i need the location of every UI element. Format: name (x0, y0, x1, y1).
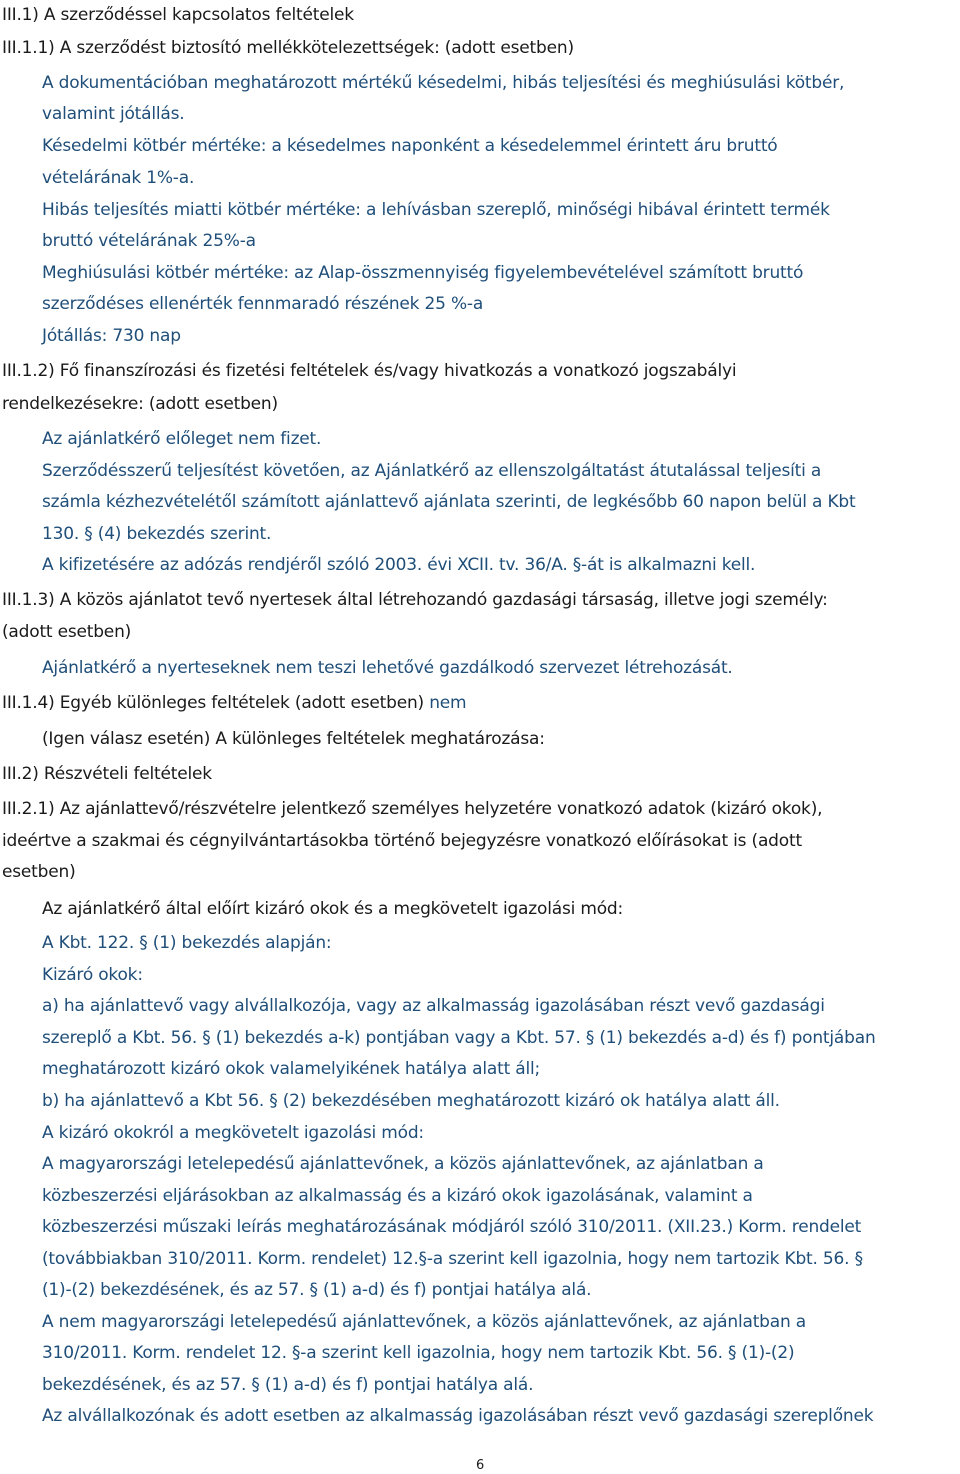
page-number: 6 (475, 1458, 485, 1473)
text-line: 310/2011. Korm. rendelet 12. §-a szerint kell igazolnia, hogy nem tartozik Kbt. 56. § (1)-(2) (42, 1343, 795, 1363)
text-line: A kifizetésére az adózás rendjéről szóló 2003. évi XCII. tv. 36/A. §-át is alkalmazni kell. (42, 555, 756, 575)
heading-iii-1-3-cont: (adott esetben) (2, 622, 132, 642)
text-line: Hibás teljesítés miatti kötbér mértéke: a lehívásban szereplő, minőségi hibával érintett termék (42, 200, 830, 220)
text-line: (Igen válasz esetén) A különleges feltételek meghatározása: (42, 729, 545, 749)
text-line: Meghiúsulási kötbér mértéke: az Alap-összmennyiség figyelembevételével számított bruttó (42, 263, 804, 283)
heading-iii-1: III.1) A szerződéssel kapcsolatos feltételek (2, 5, 354, 25)
text-line: szereplő a Kbt. 56. § (1) bekezdés a-k) pontjában vagy a Kbt. 57. § (1) bekezdés a-d) és f) pontjában (42, 1028, 876, 1048)
text-line: Az ajánlatkérő által előírt kizáró okok és a megkövetelt igazolási mód: (42, 899, 624, 919)
text-line: (1)-(2) bekezdésének, és az 57. § (1) a-d) és f) pontjai hatálya alá. (42, 1280, 592, 1300)
text-line: A kizáró okokról a megkövetelt igazolási mód: (42, 1123, 424, 1143)
heading-iii-2: III.2) Részvételi feltételek (2, 764, 212, 784)
text-line: bekezdésének, és az 57. § (1) a-d) és f) pontjai hatálya alá. (42, 1375, 534, 1395)
text-line: Az ajánlatkérő előleget nem fizet. (42, 429, 322, 449)
text-line: közbeszerzési műszaki leírás meghatározásának módjáról szóló 310/2011. (XII.23.) Korm. rendelet (42, 1217, 862, 1237)
text-line: Jótállás: 730 nap (42, 326, 181, 346)
heading-iii-1-2: III.1.2) Fő finanszírozási és fizetési feltételek és/vagy hivatkozás a vonatkozó jogszabályi (2, 361, 737, 381)
text-line: A magyarországi letelepedésű ajánlattevőnek, a közös ajánlattevőnek, az ajánlatban a (42, 1154, 764, 1174)
text-line: A dokumentációban meghatározott mértékű késedelmi, hibás teljesítési és meghiúsulási kötbér, (42, 73, 845, 93)
text-line: Szerződésszerű teljesítést követően, az Ajánlatkérő az ellenszolgáltatást átutalással teljesíti a (42, 461, 822, 481)
heading-iii-2-1-cont: esetben) (2, 862, 76, 882)
text-line: közbeszerzési eljárásokban az alkalmasság és a kizáró okok igazolásának, valamint a (42, 1186, 753, 1206)
text-line: meghatározott kizáró okok valamelyikének hatálya alatt áll; (42, 1059, 541, 1079)
text-line: 130. § (4) bekezdés szerint. (42, 524, 272, 544)
text-line: Ajánlatkérő a nyerteseknek nem teszi lehetővé gazdálkodó szervezet létrehozását. (42, 658, 733, 678)
text-line: a) ha ajánlattevő vagy alvállalkozója, vagy az alkalmasság igazolásában részt vevő gazdasági (42, 996, 825, 1016)
text-line: Kizáró okok: (42, 965, 143, 985)
heading-iii-1-4-label: III.1.4) Egyéb különleges feltételek (adott esetben) (2, 693, 424, 713)
text-line: A nem magyarországi letelepedésű ajánlattevőnek, a közös ajánlattevőnek, az ajánlatban a (42, 1312, 806, 1332)
heading-iii-2-1: III.2.1) Az ajánlattevő/részvételre jelentkező személyes helyzetére vonatkozó adatok (kizáró okok), (2, 799, 823, 819)
heading-iii-1-4-answer: nem (429, 693, 467, 713)
text-line: vételárának 1%-a. (42, 168, 195, 188)
heading-iii-1-4 (2, 692, 466, 714)
heading-iii-1-3: III.1.3) A közös ajánlatot tevő nyertesek által létrehozandó gazdasági társaság, illetve jogi személy: (2, 590, 828, 610)
text-line: számla kézhezvételétől számított ajánlattevő ajánlata szerinti, de legkésőbb 60 napon belül a Kbt (42, 492, 856, 512)
text-line: A Kbt. 122. § (1) bekezdés alapján: (42, 933, 332, 953)
text-line: bruttó vételárának 25%-a (42, 231, 256, 251)
heading-iii-1-1: III.1.1) A szerződést biztosító mellékkötelezettségek: (adott esetben) (2, 38, 574, 58)
heading-iii-2-1-cont: ideértve a szakmai és cégnyilvántartásokba történő bejegyzésre vonatkozó előírásokat is (adott (2, 831, 802, 851)
heading-iii-1-2-cont: rendelkezésekre: (adott esetben) (2, 394, 278, 414)
text-line: (továbbiakban 310/2011. Korm. rendelet) 12.§-a szerint kell igazolnia, hogy nem tartozik Kbt. 56. § (42, 1249, 863, 1269)
text-line: Az alvállalkozónak és adott esetben az alkalmasság igazolásában részt vevő gazdasági szereplőnek (42, 1406, 874, 1426)
text-line: valamint jótállás. (42, 104, 185, 124)
text-line: b) ha ajánlattevő a Kbt 56. § (2) bekezdésében meghatározott kizáró ok hatálya alatt áll. (42, 1091, 780, 1111)
text-line: Késedelmi kötbér mértéke: a késedelmes naponként a késedelemmel érintett áru bruttó (42, 136, 778, 156)
text-line: szerződéses ellenérték fennmaradó részének 25 %-a (42, 294, 484, 314)
